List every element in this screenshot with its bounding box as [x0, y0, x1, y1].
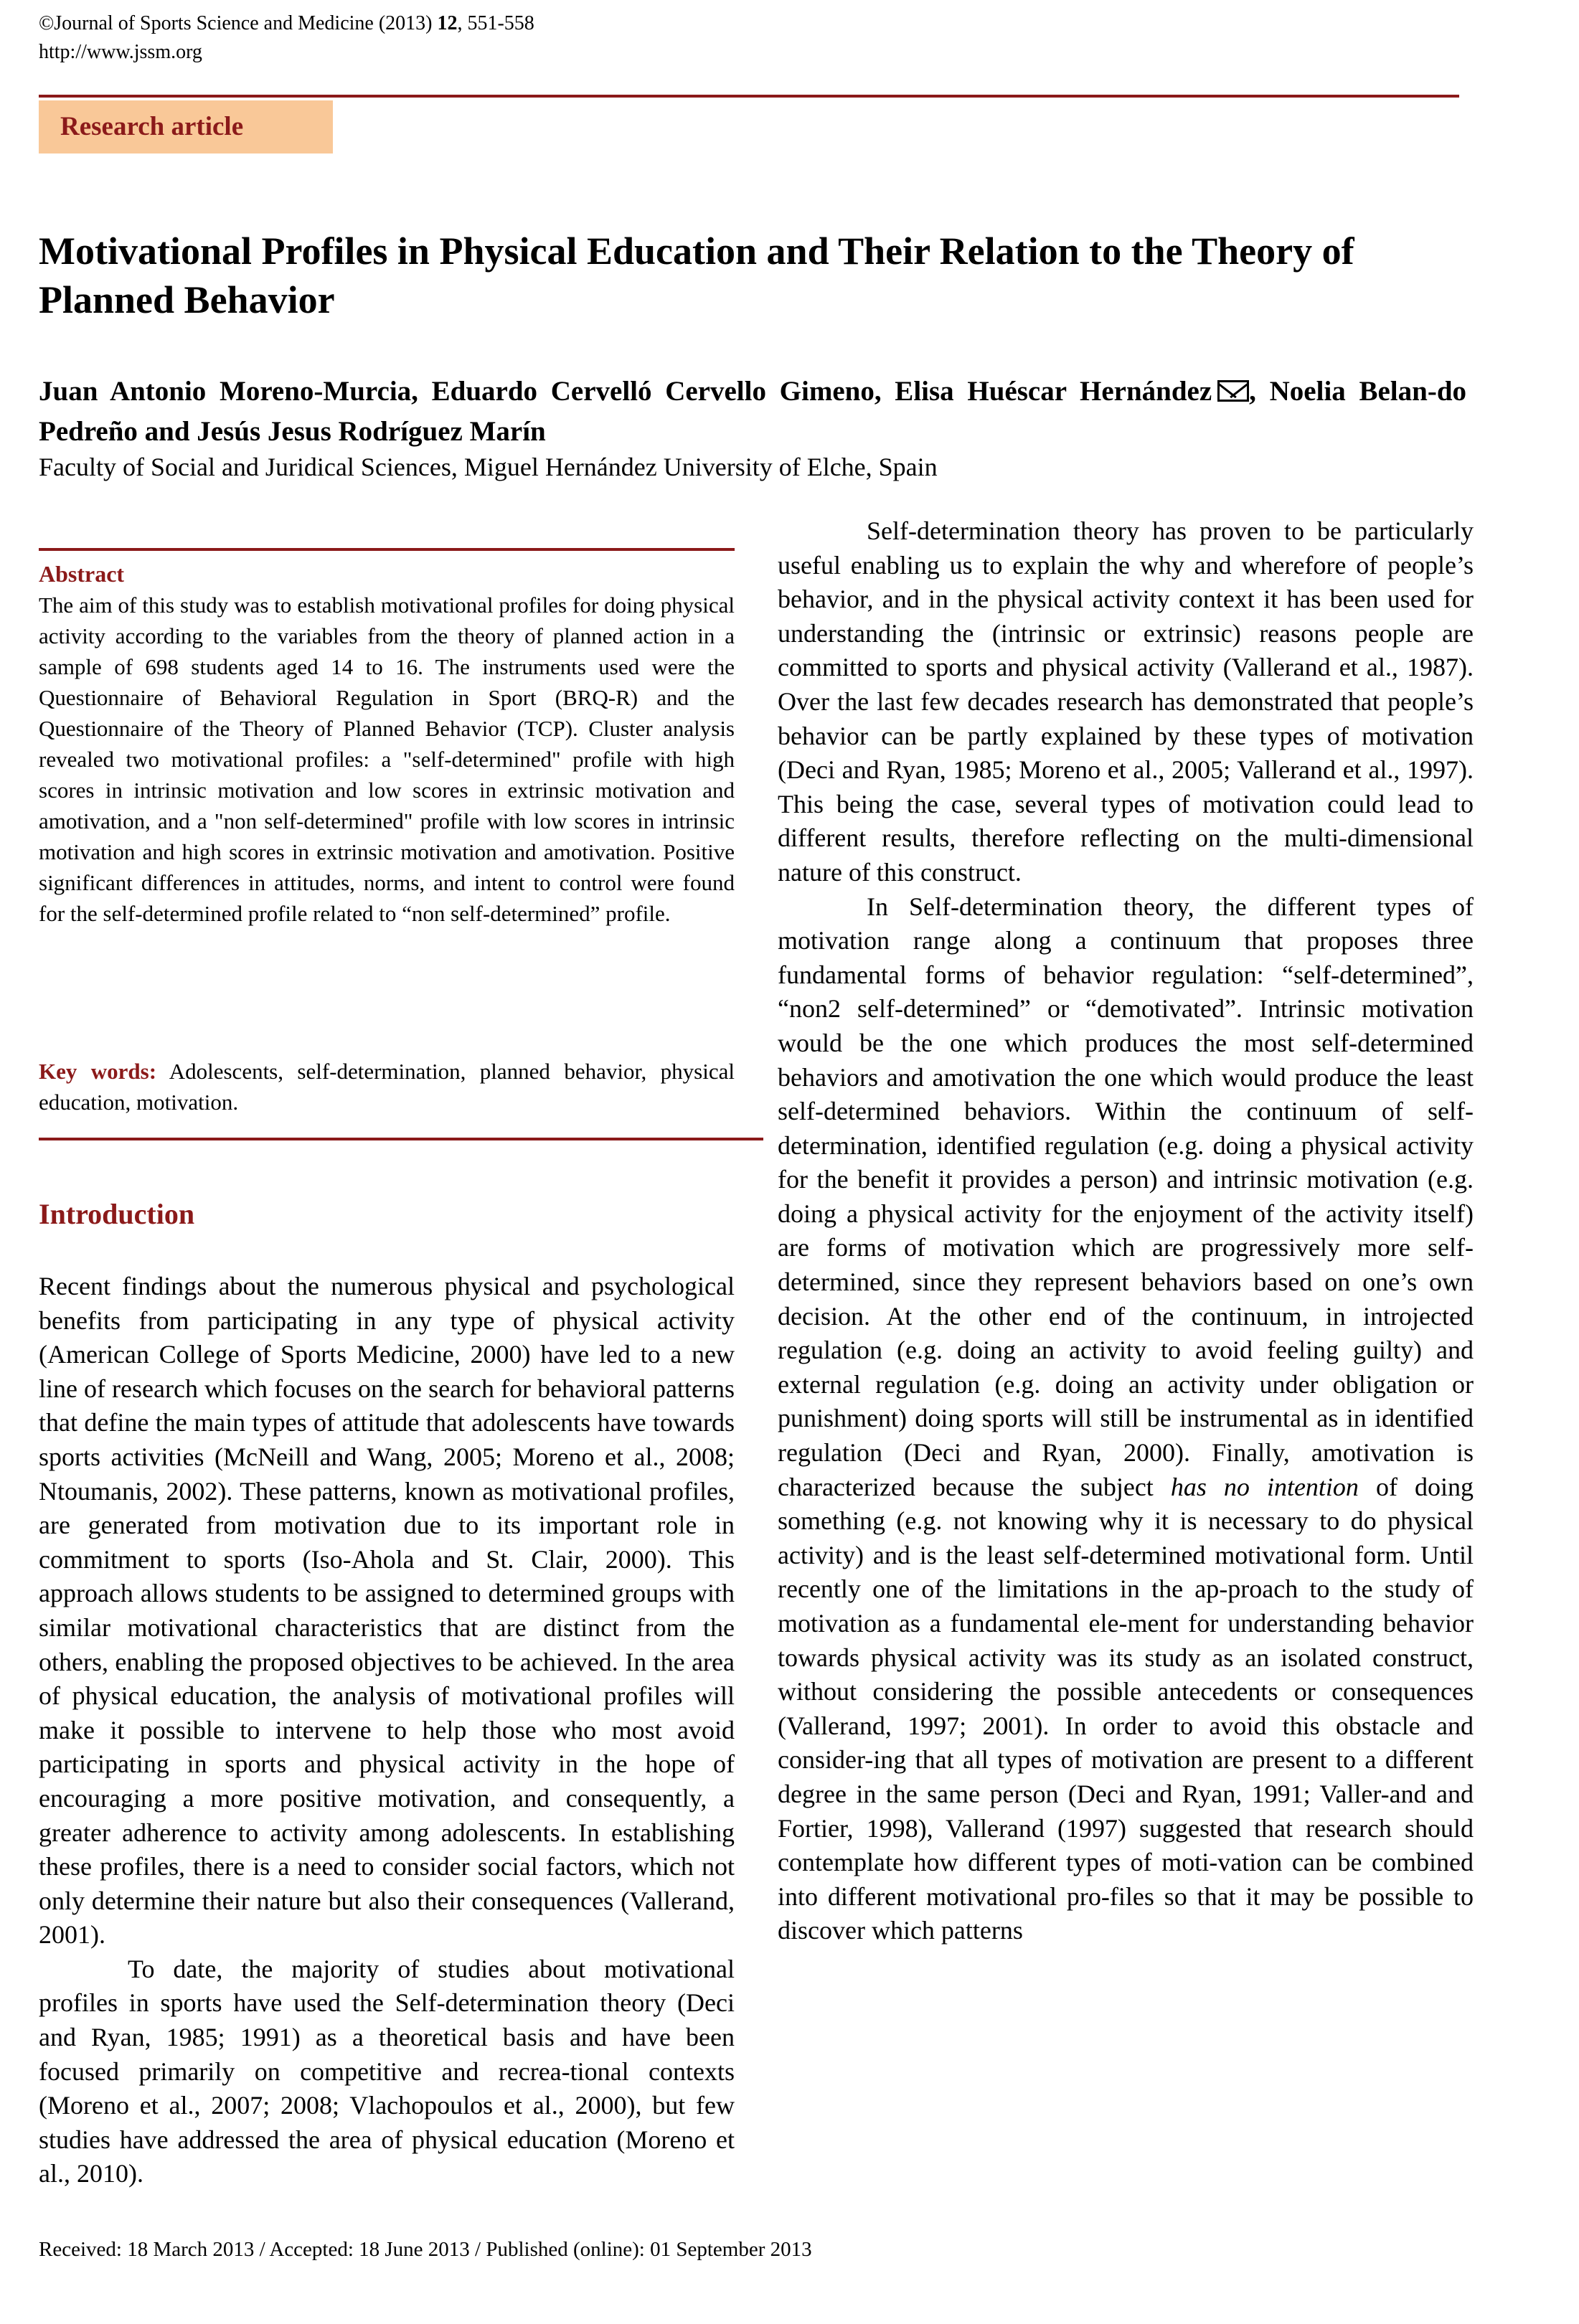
journal-name: ©Journal of Sports Science and Medicine (2013) [39, 12, 438, 34]
paper-title: Motivational Profiles in Physical Education and Their Relation to the Theory of Planned Behavior [39, 230, 1354, 321]
intro-paragraph-4 [778, 890, 1474, 1948]
journal-pages: , 551-558 [457, 12, 534, 34]
p4-text-a: In Self-determination theory, the different types of motivation range along a continuum that proposes three fundamental forms of behavior regulation: “self-determined”, “non2 self-determined” or “demotivated”. Intrinsic motivation would be the one which produces the most self-determined behaviors and amotivation the one which would produce the least self-determined behaviors. Within the continuum of self-determination, identified regulation (e.g. doing a physical activity for the benefit it provides a person) and intrinsic motivation (e.g. doing a physical activity for the enjoyment of the activity itself) are forms of motivation which are progressively more self-determined, since they represent behaviors based on one’s own decision. At the other end of the continuum, in introjected regulation (e.g. doing an activity to avoid feeling guilty) and external regulation (e.g. doing an activity under obligation or punishment) doing sports will still be instrumental as in identified regulation (Deci and Ryan, 2000). Finally, amotivation is characterized because the subject [778, 892, 1474, 1501]
introduction-heading: Introduction [39, 1198, 195, 1230]
intro-paragraph-3: Self-determination theory has proven to be particularly useful enabling us to explain the why and wherefore of people’s behavior, and in the physical activity context it has been used for understanding the (intrinsic or extrinsic) reasons people are committed to sports and physical activity (Vallerand et al., 1987). Over the last few decades research has demonstrated that people’s behavior can be partly explained by these types of motivation (Deci and Ryan, 1985; Moreno et al., 2005; Vallerand et al., 1997). This being the case, several types of motivation could lead to different results, therefore reflecting on the multi-dimensional nature of this construct. [778, 516, 1474, 887]
keywords-list: Adolescents, self-determination, planned behavior, physical education, motivation. [39, 1059, 735, 1115]
journal-volume: 12 [437, 12, 458, 34]
p4-italic: has no intention [1170, 1472, 1359, 1501]
abstract-top-divider [39, 548, 735, 551]
right-column [778, 514, 1474, 1948]
author-list [39, 372, 1466, 452]
intro-paragraph-2: To date, the majority of studies about motivational profiles in sports have used the Self-determination theory (Deci and Ryan, 1985; 1991) as a theoretical basis and have been focused primarily on competitive and recrea-tional contexts (Moreno et al., 2007; 2008; Vlachopoulos et al., 2000), but few studies have addressed the area of physical education (Moreno et al., 2010). [39, 1954, 735, 2188]
intro-paragraph-1: Recent findings about the numerous physical and psychological benefits from participating in any type of physical activity (American College of Sports Medicine, 2000) have led to a new line of research which focuses on the search for behavioral patterns that define the main types of attitude that adolescents have towards sports activities (McNeill and Wang, 2005; Moreno et al., 2008; Ntoumanis, 2002). These patterns, known as motivational profiles, are generated from motivation due to its important role in commitment to sports (Iso-Ahola and St. Clair, 2000). This approach allows students to be assigned to determined groups with similar motivational characteristics that are distinct from the others, enabling the proposed objectives to be achieved. In the area of physical education, the analysis of motivational profiles will make it possible to intervene to help those who most avoid participating in sports and physical activity in the hope of encouraging a more positive motivation, and consequently, a greater adherence to activity among adolescents. In establishing these profiles, there is a need to consider social factors, which not only determine their nature but also their consequences (Vallerand, 2001). [39, 1272, 735, 1950]
p4-text-b: of doing something (e.g. not knowing why it is necessary to do physical activity) and is the least self-determined motivational form. Until recently one of the limitations in the ap-proach to the study of motivation as a fundamental ele-ment for understanding behavior towards physical activity was its study as an isolated construct, without considering the possible antecedents or consequences (Vallerand, 1997; 2001). In order to avoid this obstacle and consider-ing that all types of motivation are present to a different degree in the same person (Deci and Ryan, 1991; Valler-and and Fortier, 1998), Vallerand (1997) suggested that research should contemplate how different types of moti-vation can be combined into different motivational pro-files so that it may be possible to discover which patterns [778, 1472, 1474, 1945]
journal-citation [39, 10, 534, 37]
article-type-label: Research article [60, 112, 244, 141]
abstract-text: The aim of this study was to establish motivational profiles for doing physical activity according to the variables from the theory of planned action in a sample of 698 students aged 14 to 16. The instruments used were the Questionnaire of Behavioral Regulation in Sport (BRQ-R) and the Questionnaire of the Theory of Planned Behavior (TCP). Cluster analysis revealed two motivational profiles: a "self-determined" profile with high scores in intrinsic motivation and low scores in extrinsic motivation and amotivation, and a "non self-determined" profile with low scores in intrinsic motivation and high scores in extrinsic motivation and amotivation. Positive significant differences in attitudes, norms, and intent to control were found for the self-determined profile related to “non self-determined” profile. [39, 592, 735, 926]
publication-dates: Received: 18 March 2013 / Accepted: 18 June 2013 / Published (online): 01 September 2013 [39, 2238, 812, 2261]
abstract-heading: Abstract [39, 561, 125, 587]
left-column [39, 1270, 735, 2191]
envelope-icon[interactable] [1217, 380, 1249, 402]
keywords [39, 1056, 735, 1118]
abstract-bottom-divider [39, 1138, 763, 1140]
header-divider [39, 95, 1459, 98]
affiliation: Faculty of Social and Juridical Sciences, Miguel Hernández University of Elche, Spain [39, 453, 938, 481]
article-type-badge [39, 100, 333, 153]
journal-url[interactable]: http://www.jssm.org [39, 41, 202, 63]
authors-first: Juan Antonio Moreno-Murcia, Eduardo Cervelló Cervello Gimeno, Elisa Huéscar Hernández [39, 376, 1212, 407]
authors-rest: , Noelia Belan-do Pedreño and Jesús Jesus Rodríguez Marín [39, 376, 1467, 447]
keywords-label: Key words: [39, 1059, 157, 1084]
